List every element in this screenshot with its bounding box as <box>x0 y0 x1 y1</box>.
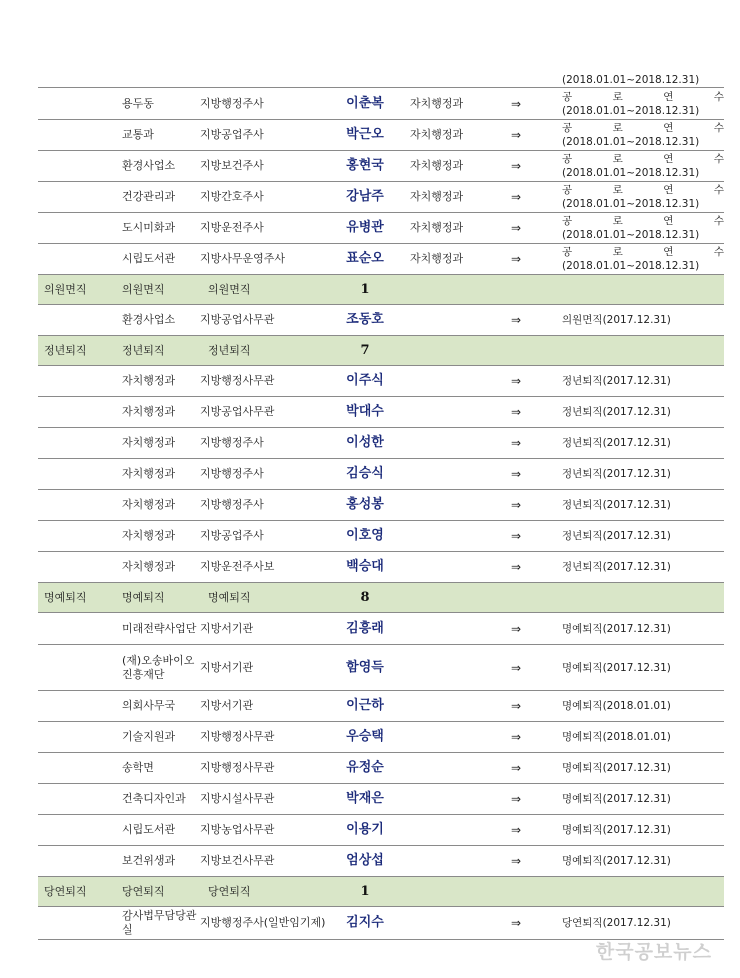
rank: 지방간호주사 <box>200 190 264 203</box>
person-name: 조동호 <box>346 312 384 327</box>
table-row <box>38 907 724 940</box>
result-period: (2018.01.01~2018.12.31) <box>562 167 700 179</box>
result: 명예퇴직(2017.12.31) <box>562 824 671 836</box>
result-char: 공 <box>562 122 573 134</box>
department: 도시미화과 <box>122 221 176 234</box>
department: 교통과 <box>122 128 154 141</box>
arrow-icon: ⇒ <box>510 467 522 481</box>
result: 정년퇴직(2017.12.31) <box>562 530 671 542</box>
department: 자치행정과 <box>122 374 176 387</box>
result-char: 로 <box>612 184 623 196</box>
category-sublabel: 명예퇴직 <box>208 590 251 604</box>
arrow-icon: ⇒ <box>510 405 522 419</box>
result-training <box>562 88 724 119</box>
result-label <box>562 90 724 104</box>
arrow-icon: ⇒ <box>510 190 522 204</box>
category-group: 정년퇴직 <box>44 343 87 357</box>
person-name: 박근오 <box>346 127 384 142</box>
table-row <box>38 815 724 846</box>
table-row <box>38 691 724 722</box>
category-label: 명예퇴직 <box>122 590 165 604</box>
new-department: 자치행정과 <box>410 96 464 110</box>
category-sublabel: 정년퇴직 <box>208 343 251 357</box>
result: 정년퇴직(2017.12.31) <box>562 406 671 418</box>
category-label: 당연퇴직 <box>122 884 165 898</box>
arrow-icon: ⇒ <box>510 221 522 235</box>
result: 당연퇴직(2017.12.31) <box>562 917 671 929</box>
rank: 지방행정주사 <box>200 498 264 511</box>
result: 명예퇴직(2017.12.31) <box>562 762 671 774</box>
result-char: 연 <box>663 90 674 103</box>
person-name: 홍현국 <box>346 158 384 173</box>
category-sublabel: 의원면직 <box>208 282 251 296</box>
arrow-icon: ⇒ <box>510 761 522 775</box>
result-period: (2018.01.01~2018.12.31) <box>562 198 700 210</box>
person-name: 강남주 <box>346 189 384 204</box>
result-training <box>562 151 724 181</box>
result: 정년퇴직(2017.12.31) <box>562 437 671 449</box>
arrow-icon: ⇒ <box>510 252 522 266</box>
result-char: 수 <box>713 122 724 134</box>
result-char: 로 <box>612 215 623 227</box>
category-label: 의원면직 <box>122 282 165 296</box>
rank: 지방행정사무관 <box>200 374 275 387</box>
department: 자치행정과 <box>122 436 176 449</box>
person-name: 백승대 <box>346 559 384 574</box>
result-char: 연 <box>663 122 674 134</box>
department: 용두동 <box>122 96 154 110</box>
rank: 지방사무운영주사 <box>200 252 286 265</box>
result-char: 수 <box>713 90 724 103</box>
new-department: 자치행정과 <box>410 128 464 141</box>
result-char: 로 <box>612 153 623 165</box>
table-row <box>38 722 724 753</box>
arrow-icon: ⇒ <box>510 916 522 930</box>
result: 명예퇴직(2017.12.31) <box>562 622 671 635</box>
department: 감사법무담당관실 <box>122 909 197 936</box>
arrow-icon: ⇒ <box>510 128 522 142</box>
person-name: 엄상섭 <box>346 853 384 868</box>
person-name: 이성한 <box>346 435 384 450</box>
rank: 지방서기관 <box>200 699 254 712</box>
rank: 지방운전주사보 <box>200 560 275 573</box>
arrow-icon: ⇒ <box>510 96 522 111</box>
new-department: 자치행정과 <box>410 221 464 234</box>
result-training <box>562 182 724 212</box>
arrow-icon: ⇒ <box>510 660 522 675</box>
department: 자치행정과 <box>122 498 176 511</box>
table-row <box>38 428 724 459</box>
period-text: (2018.01.01~2018.12.31) <box>562 74 700 86</box>
result-period: (2018.01.01~2018.12.31) <box>562 229 700 241</box>
table-row <box>38 490 724 521</box>
rank: 지방공업사무관 <box>200 405 275 418</box>
result-training <box>562 244 724 274</box>
result-training <box>562 213 724 243</box>
rank: 지방행정사무관 <box>200 761 275 774</box>
category-count: 8 <box>360 589 370 605</box>
result-char: 로 <box>612 122 623 134</box>
arrow-icon: ⇒ <box>510 560 522 574</box>
result-char: 공 <box>562 246 573 258</box>
person-name: 우승택 <box>346 729 384 744</box>
result: 의원면직(2017.12.31) <box>562 314 671 326</box>
person-name: 이춘복 <box>346 95 384 111</box>
category-row <box>38 877 724 907</box>
result-char: 연 <box>663 153 674 165</box>
arrow-icon: ⇒ <box>510 436 522 450</box>
rank: 지방행정주사(일반임기제) <box>200 916 326 929</box>
category-group: 명예퇴직 <box>44 590 87 604</box>
rank: 지방행정주사 <box>200 467 264 480</box>
result-char: 수 <box>713 153 724 165</box>
department: 건축디자인과 <box>122 792 186 805</box>
person-name: 박재은 <box>346 791 384 806</box>
arrow-icon: ⇒ <box>510 854 522 868</box>
arrow-icon: ⇒ <box>510 699 522 713</box>
arrow-icon: ⇒ <box>510 313 522 327</box>
rank: 지방공업주사 <box>200 128 264 141</box>
arrow-icon: ⇒ <box>510 730 522 744</box>
person-name: 김승식 <box>346 466 384 481</box>
result-char: 로 <box>612 90 623 103</box>
result-label <box>562 214 724 228</box>
category-count: 7 <box>360 342 370 358</box>
result: 정년퇴직(2017.12.31) <box>562 499 671 511</box>
table-row <box>38 305 724 336</box>
rank: 지방공업주사 <box>200 529 264 542</box>
table-row <box>38 213 724 244</box>
person-name: 박대수 <box>346 404 384 419</box>
result-char: 공 <box>562 215 573 227</box>
person-name: 함영득 <box>346 659 384 675</box>
department: 시립도서관 <box>122 823 176 836</box>
table-row <box>38 151 724 182</box>
rank: 지방공업사무관 <box>200 313 275 326</box>
result: 정년퇴직(2017.12.31) <box>562 468 671 480</box>
arrow-icon: ⇒ <box>510 498 522 512</box>
department: 미래전략사업단 <box>122 621 197 635</box>
person-name: 표순오 <box>346 251 384 266</box>
rank: 지방시설사무관 <box>200 792 275 805</box>
table-row <box>38 846 724 877</box>
result-label <box>562 121 724 135</box>
table-row <box>38 88 724 120</box>
result-period: (2018.01.01~2018.12.31) <box>562 136 700 148</box>
person-name: 유정순 <box>346 760 384 775</box>
result-period: (2018.01.01~2018.12.31) <box>562 260 700 272</box>
category-count: 1 <box>360 281 370 297</box>
table-row <box>38 182 724 213</box>
watermark: 한국공보뉴스 <box>595 941 712 963</box>
result: 명예퇴직(2018.01.01) <box>562 731 671 743</box>
new-department: 자치행정과 <box>410 190 464 203</box>
person-name: 이근하 <box>346 698 384 713</box>
result-label <box>562 245 724 259</box>
result: 명예퇴직(2017.12.31) <box>562 661 671 674</box>
result: 정년퇴직(2017.12.31) <box>562 375 671 387</box>
rank: 지방행정주사 <box>200 436 264 449</box>
person-name: 김지수 <box>346 915 384 930</box>
category-row <box>38 336 724 366</box>
table-row <box>38 521 724 552</box>
result: 정년퇴직(2017.12.31) <box>562 561 671 573</box>
new-department: 자치행정과 <box>410 159 464 172</box>
rank: 지방농업사무관 <box>200 823 275 836</box>
department: 송학면 <box>122 761 154 774</box>
department: 건강관리과 <box>122 190 176 203</box>
result-char: 연 <box>663 246 674 258</box>
category-label: 정년퇴직 <box>122 343 165 357</box>
person-name: 홍성봉 <box>346 497 384 512</box>
person-name: 유병관 <box>346 220 384 235</box>
table-row <box>38 753 724 784</box>
department: 환경사업소 <box>122 313 176 326</box>
table-row <box>38 645 724 691</box>
table-row <box>38 244 724 275</box>
new-department: 자치행정과 <box>410 252 464 265</box>
arrow-icon: ⇒ <box>510 823 522 837</box>
rank: 지방서기관 <box>200 660 254 674</box>
result-label <box>562 183 724 197</box>
rank: 지방보건주사 <box>200 159 264 172</box>
result: 명예퇴직(2017.12.31) <box>562 855 671 867</box>
category-group: 당연퇴직 <box>44 884 87 898</box>
table-row <box>38 120 724 151</box>
department: 시립도서관 <box>122 252 176 265</box>
department: 자치행정과 <box>122 560 176 573</box>
result-char: 공 <box>562 153 573 165</box>
table-row <box>38 459 724 490</box>
person-name: 이호영 <box>346 528 384 543</box>
rank: 지방행정주사 <box>200 96 264 110</box>
personnel-table <box>38 66 724 940</box>
category-row <box>38 583 724 613</box>
department: 환경사업소 <box>122 159 176 172</box>
arrow-icon: ⇒ <box>510 621 522 636</box>
period-continuation-row <box>38 66 724 88</box>
arrow-icon: ⇒ <box>510 374 522 388</box>
department: 자치행정과 <box>122 467 176 480</box>
category-row <box>38 275 724 305</box>
person-name: 김흥래 <box>346 620 384 636</box>
result-period: (2018.01.01~2018.12.31) <box>562 104 700 117</box>
result-char: 연 <box>663 215 674 227</box>
arrow-icon: ⇒ <box>510 792 522 806</box>
rank: 지방보건사무관 <box>200 854 275 867</box>
result: 명예퇴직(2018.01.01) <box>562 700 671 712</box>
table-row <box>38 552 724 583</box>
department: 자치행정과 <box>122 529 176 542</box>
arrow-icon: ⇒ <box>510 529 522 543</box>
person-name: 이주식 <box>346 373 384 388</box>
rank: 지방서기관 <box>200 621 254 635</box>
result-label <box>562 152 724 166</box>
category-count: 1 <box>360 883 370 899</box>
result-char: 공 <box>562 90 573 103</box>
rank: 지방운전주사 <box>200 221 264 234</box>
result-char: 수 <box>713 246 724 258</box>
table-row <box>38 784 724 815</box>
arrow-icon: ⇒ <box>510 159 522 173</box>
rank: 지방행정사무관 <box>200 730 275 743</box>
table-row <box>38 613 724 645</box>
result-training <box>562 120 724 150</box>
department: 자치행정과 <box>122 405 176 418</box>
result-char: 공 <box>562 184 573 196</box>
person-name: 이용기 <box>346 822 384 837</box>
department: 기술지원과 <box>122 730 176 743</box>
table-row <box>38 366 724 397</box>
result: 명예퇴직(2017.12.31) <box>562 793 671 805</box>
category-sublabel: 당연퇴직 <box>208 884 251 898</box>
department: 의회사무국 <box>122 699 176 712</box>
table-row <box>38 397 724 428</box>
category-group: 의원면직 <box>44 282 87 296</box>
result-char: 로 <box>612 246 623 258</box>
department: (재)오송바이오진흥재단 <box>122 653 195 681</box>
result-char: 수 <box>713 184 724 196</box>
result-char: 연 <box>663 184 674 196</box>
result-char: 수 <box>713 215 724 227</box>
department: 보건위생과 <box>122 854 176 867</box>
